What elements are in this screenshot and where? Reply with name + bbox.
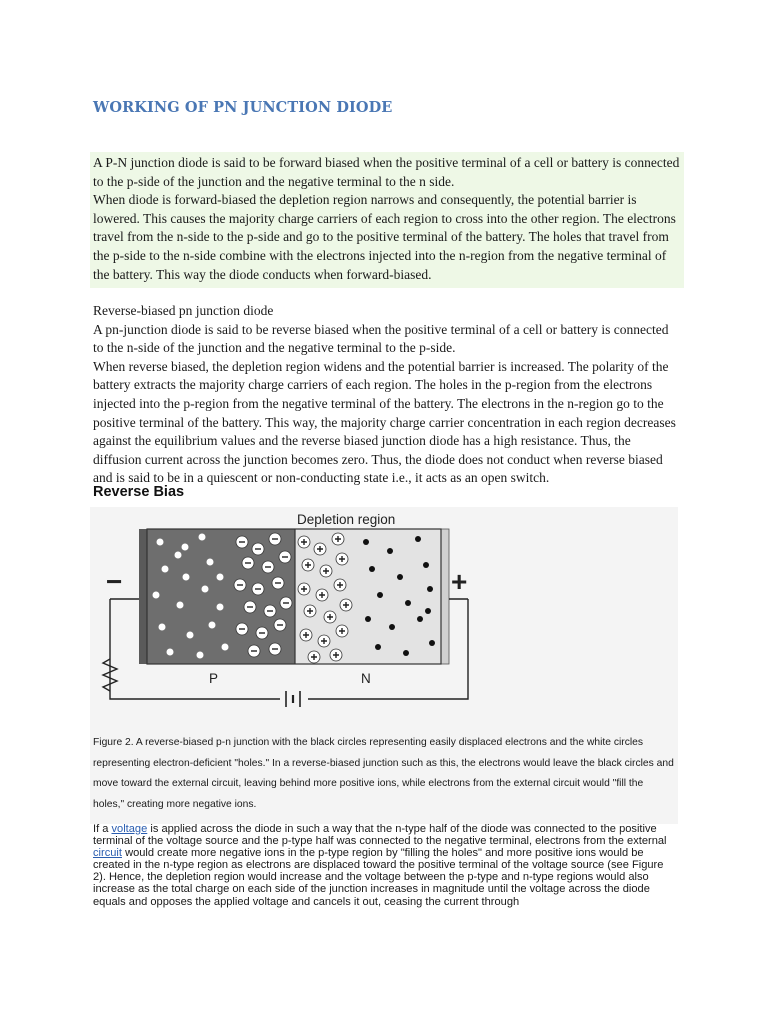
electron-dot xyxy=(389,624,395,630)
hole-dot xyxy=(177,602,184,609)
electron-dot xyxy=(425,608,431,614)
electron-dot xyxy=(417,616,423,622)
p-terminal-cap xyxy=(139,529,147,664)
hole-dot xyxy=(222,644,229,651)
hole-dot xyxy=(207,559,214,566)
electron-dot xyxy=(429,640,435,646)
reverse-bias-heading: Reverse-biased pn junction diode xyxy=(93,303,274,318)
hole-dot xyxy=(197,652,204,659)
positive-terminal-sign: + xyxy=(451,566,468,597)
pn-junction-diagram xyxy=(90,507,678,722)
body-text-1: If a xyxy=(93,823,112,835)
reverse-bias-paragraph-1: A pn-junction diode is said to be reverse biased when the positive terminal of a cell or battery is connected to the n-side of the junction and the negative terminal to the p-side. xyxy=(93,321,669,356)
forward-bias-section xyxy=(90,152,684,288)
hole-dot xyxy=(175,552,182,559)
electron-dot xyxy=(377,592,383,598)
hole-dot xyxy=(153,592,160,599)
forward-bias-paragraph-1: A P-N junction diode is said to be forward biased when the positive terminal of a cell or battery is connected to the p-side of the junction and the negative terminal to the n side. xyxy=(93,155,680,189)
voltage-link[interactable]: voltage xyxy=(111,823,148,835)
reverse-bias-section xyxy=(90,302,684,488)
hole-dot xyxy=(159,624,166,631)
n-label: N xyxy=(361,671,371,686)
electron-dot xyxy=(375,644,381,650)
circuit-link[interactable]: circuit xyxy=(93,847,122,860)
reverse-bias-paragraph-2: When reverse biased, the depletion region widens and the potential barrier is increased. The polarity of the battery extracts the majority charge carriers of each region. The holes in the p-region from the electrons injected into the p-region from the negative terminal of the battery. The electrons in the n-region go to the positive terminal of the battery. This way, the majority charge carrier concentration in each region decreases against the equilibrium values and the reverse biased junction diode has a high resistance. Thus, the diffusion current across the junction becomes zero. Thus, the diode does not conduct when reverse biased and is said to be in a quiescent or non-conducting state i.e., it acts as an open switch. xyxy=(93,358,676,486)
electron-dot xyxy=(369,566,375,572)
electron-dot xyxy=(415,536,421,542)
electron-dot xyxy=(427,586,433,592)
hole-dot xyxy=(187,632,194,639)
hole-dot xyxy=(209,622,216,629)
reverse-bias-figure xyxy=(90,507,678,824)
electron-dot xyxy=(403,650,409,656)
page-title: WORKING OF PN JUNCTION DIODE xyxy=(93,99,393,116)
body-paragraph xyxy=(93,823,677,908)
hole-dot xyxy=(199,534,206,541)
hole-dot xyxy=(217,574,224,581)
hole-dot xyxy=(202,586,209,593)
hole-dot xyxy=(157,539,164,546)
hole-dot xyxy=(167,649,174,656)
body-text-2: is applied across the diode in such a way that the n-type half of the diode was connected to the positive terminal of the voltage source and the p-type half was connected to the negative terminal, electrons from the external xyxy=(93,823,667,848)
negative-terminal-sign: − xyxy=(106,566,123,597)
electron-dot xyxy=(397,574,403,580)
electron-dot xyxy=(387,548,393,554)
hole-dot xyxy=(162,566,169,573)
forward-bias-paragraph-2: When diode is forward-biased the depletion region narrows and consequently, the potential barrier is lowered. This causes the majority charge carriers of each region to cross into the other region. The electrons travel from the n-side to the p-side and go to the positive terminal of the battery. The holes that travel from the p-side to the n-side combine with the electrons injected into the n-region from the negative terminal of the battery. This way the diode conducts when forward-biased. xyxy=(93,192,676,282)
n-terminal-cap xyxy=(441,529,449,664)
figure-section-title: Reverse Bias xyxy=(93,484,185,500)
p-label: P xyxy=(209,671,219,686)
hole-dot xyxy=(183,574,190,581)
hole-dot xyxy=(217,604,224,611)
hole-dot xyxy=(182,544,189,551)
electron-dot xyxy=(365,616,371,622)
figure-caption: Figure 2. A reverse-biased p-n junction with the black circles representing easily displaced electrons and the white circles representing electron-deficient "holes." In a reverse-biased junction such as this, the electrons would leave the black circles and move toward the external circuit, leaving behind more positive ions, while electrons from the external circuit would "fill the holes," creating more negative ions. xyxy=(93,737,674,810)
electron-dot xyxy=(423,562,429,568)
electron-dot xyxy=(363,539,369,545)
body-text-3: would create more negative ions in the p-type region by "filling the holes" and more positive ions would be created in the n-type region as electrons are displaced toward the positive terminal of the voltage source (see Figure 2). Hence, the depletion region would increase and the voltage between the p-type and n-type regions would also increase as the total charge on each side of the junction increases in magnitude until the voltage across the diode equals and opposes the applied voltage and cancels it out, ceasing the current through xyxy=(93,847,664,908)
depletion-region-label: Depletion region xyxy=(297,512,396,527)
electron-dot xyxy=(405,600,411,606)
